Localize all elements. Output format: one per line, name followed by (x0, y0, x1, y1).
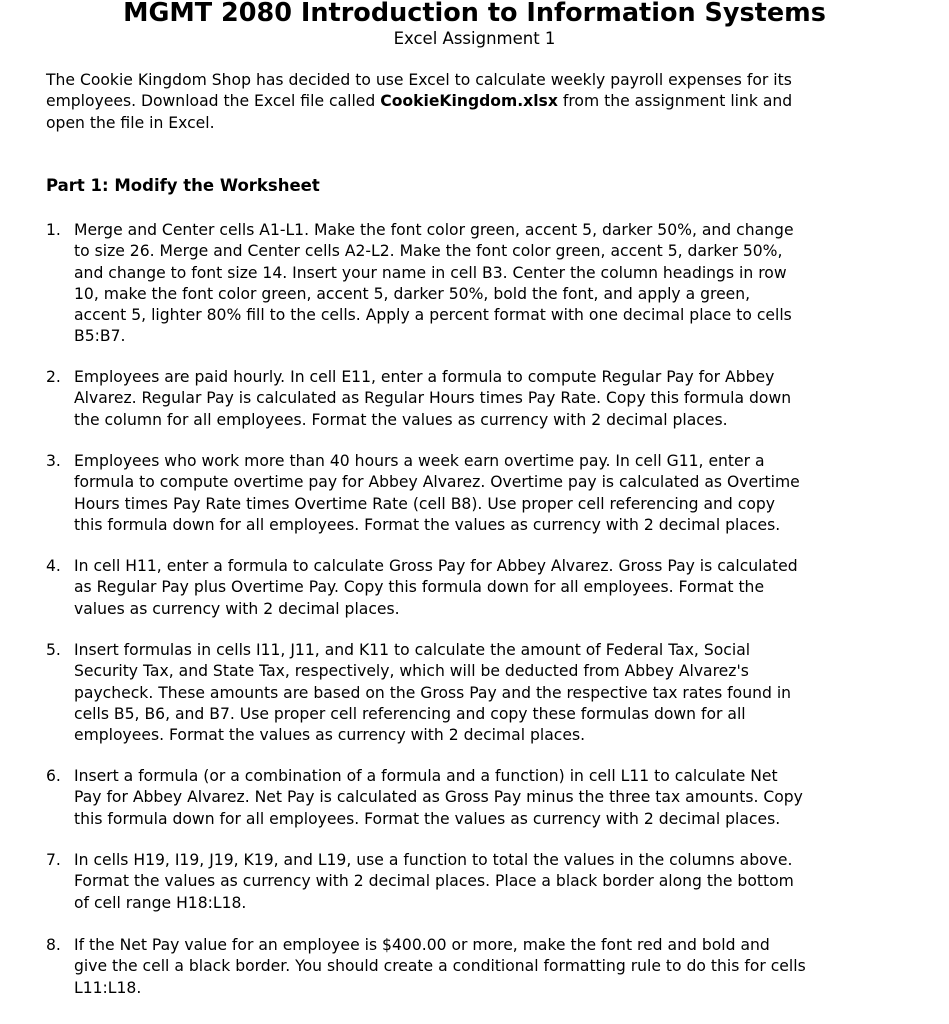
instruction-number: 2. (46, 368, 61, 386)
instruction-line: this formula down for all employees. Format the values as currency with 2 decimal places. (74, 515, 781, 534)
instruction-line: In cell H11, enter a formula to calculate Gross Pay for Abbey Alvarez. Gross Pay is calculated (74, 557, 798, 575)
intro-line (46, 91, 916, 112)
instruction-text (74, 640, 791, 746)
instruction-line: Insert formulas in cells I11, J11, and K11 to calculate the amount of Federal Tax, Social (74, 641, 751, 659)
instruction-number: 3. (46, 452, 61, 470)
file-name: CookieKingdom.xlsx (380, 92, 558, 111)
instruction-text (74, 556, 798, 620)
instruction-line: L11:L18. (74, 978, 142, 997)
part-1-heading: Part 1: Modify the Worksheet (46, 176, 320, 195)
instruction-line: Employees are paid hourly. In cell E11, enter a formula to compute Regular Pay for Abbey (74, 368, 775, 386)
instruction-item (46, 935, 916, 999)
intro-text: from the assignment link and (557, 92, 793, 111)
instruction-line: the column for all employees. Format the values as currency with 2 decimal places. (74, 410, 728, 429)
instruction-line: Employees who work more than 40 hours a week earn overtime pay. In cell G11, enter a (74, 452, 765, 470)
instruction-text (74, 451, 800, 536)
instruction-line: values as currency with 2 decimal places. (74, 599, 400, 618)
instruction-line: this formula down for all employees. Format the values as currency with 2 decimal places. (74, 809, 781, 828)
instruction-item (46, 220, 916, 348)
instruction-text (74, 220, 794, 348)
intro-text: employees. Download the Excel file called (46, 92, 381, 111)
instruction-text (74, 935, 806, 999)
instruction-line: Hours times Pay Rate times Overtime Rate (cell B8). Use proper cell referencing and copy (74, 494, 776, 513)
instruction-item (46, 640, 916, 747)
instruction-line: Merge and Center cells A1-L1. Make the font color green, accent 5, darker 50%, and change (74, 221, 794, 239)
instruction-line: of cell range H18:L18. (74, 893, 247, 912)
instruction-line: 10, make the font color green, accent 5, darker 50%, bold the font, and apply a green, (74, 284, 751, 303)
intro-line: The Cookie Kingdom Shop has decided to use Excel to calculate weekly payroll expenses for its (46, 71, 792, 89)
instruction-line: Alvarez. Regular Pay is calculated as Regular Hours times Pay Rate. Copy this formula down (74, 389, 792, 408)
instruction-line: give the cell a black border. You should create a conditional formatting rule to do this for cells (74, 957, 806, 976)
instruction-item (46, 367, 916, 431)
instruction-line: formula to compute overtime pay for Abbey Alvarez. Overtime pay is calculated as Overtime (74, 473, 800, 492)
instruction-number: 7. (46, 851, 61, 869)
instruction-line: Format the values as currency with 2 decimal places. Place a black border along the bottom (74, 872, 794, 891)
instruction-number: 4. (46, 557, 61, 575)
page-title: MGMT 2080 Introduction to Information Systems (123, 0, 826, 28)
instruction-line: Security Tax, and State Tax, respectively, which will be deducted from Abbey Alvarez's (74, 662, 749, 681)
instruction-item (46, 850, 916, 914)
instruction-line: and change to font size 14. Insert your name in cell B3. Center the column headings in row (74, 263, 787, 282)
instruction-line: If the Net Pay value for an employee is $400.00 or more, make the font red and bold and (74, 936, 770, 954)
instruction-text (74, 766, 803, 830)
page-subtitle: Excel Assignment 1 (393, 29, 556, 48)
instruction-item (46, 451, 916, 536)
instruction-line: In cells H19, I19, J19, K19, and L19, use a function to total the values in the columns above. (74, 851, 793, 869)
instruction-item (46, 766, 916, 830)
instruction-line: employees. Format the values as currency with 2 decimal places. (74, 726, 586, 745)
instruction-line: Pay for Abbey Alvarez. Net Pay is calculated as Gross Pay minus the three tax amounts. Copy (74, 788, 803, 807)
instruction-line: cells B5, B6, and B7. Use proper cell referencing and copy these formulas down for all (74, 704, 746, 723)
instruction-number: 1. (46, 221, 61, 239)
instruction-line: to size 26. Merge and Center cells A2-L2. Make the font color green, accent 5, darker 50%, (74, 242, 783, 261)
instruction-line: accent 5, lighter 80% fill to the cells. Apply a percent format with one decimal place to cells (74, 306, 792, 325)
instruction-line: Insert a formula (or a combination of a formula and a function) in cell L11 to calculate Net (74, 767, 778, 785)
instruction-line: B5:B7. (74, 327, 126, 346)
instruction-text (74, 367, 791, 431)
instruction-number: 6. (46, 767, 61, 785)
instruction-line: as Regular Pay plus Overtime Pay. Copy this formula down for all employees. Format the (74, 578, 765, 597)
instruction-item (46, 556, 916, 620)
instruction-number: 5. (46, 641, 61, 659)
intro-paragraph (46, 70, 916, 134)
intro-line: open the file in Excel. (46, 113, 215, 132)
instruction-text (74, 850, 794, 914)
instruction-line: paycheck. These amounts are based on the Gross Pay and the respective tax rates found in (74, 683, 792, 702)
instruction-number: 8. (46, 936, 61, 954)
